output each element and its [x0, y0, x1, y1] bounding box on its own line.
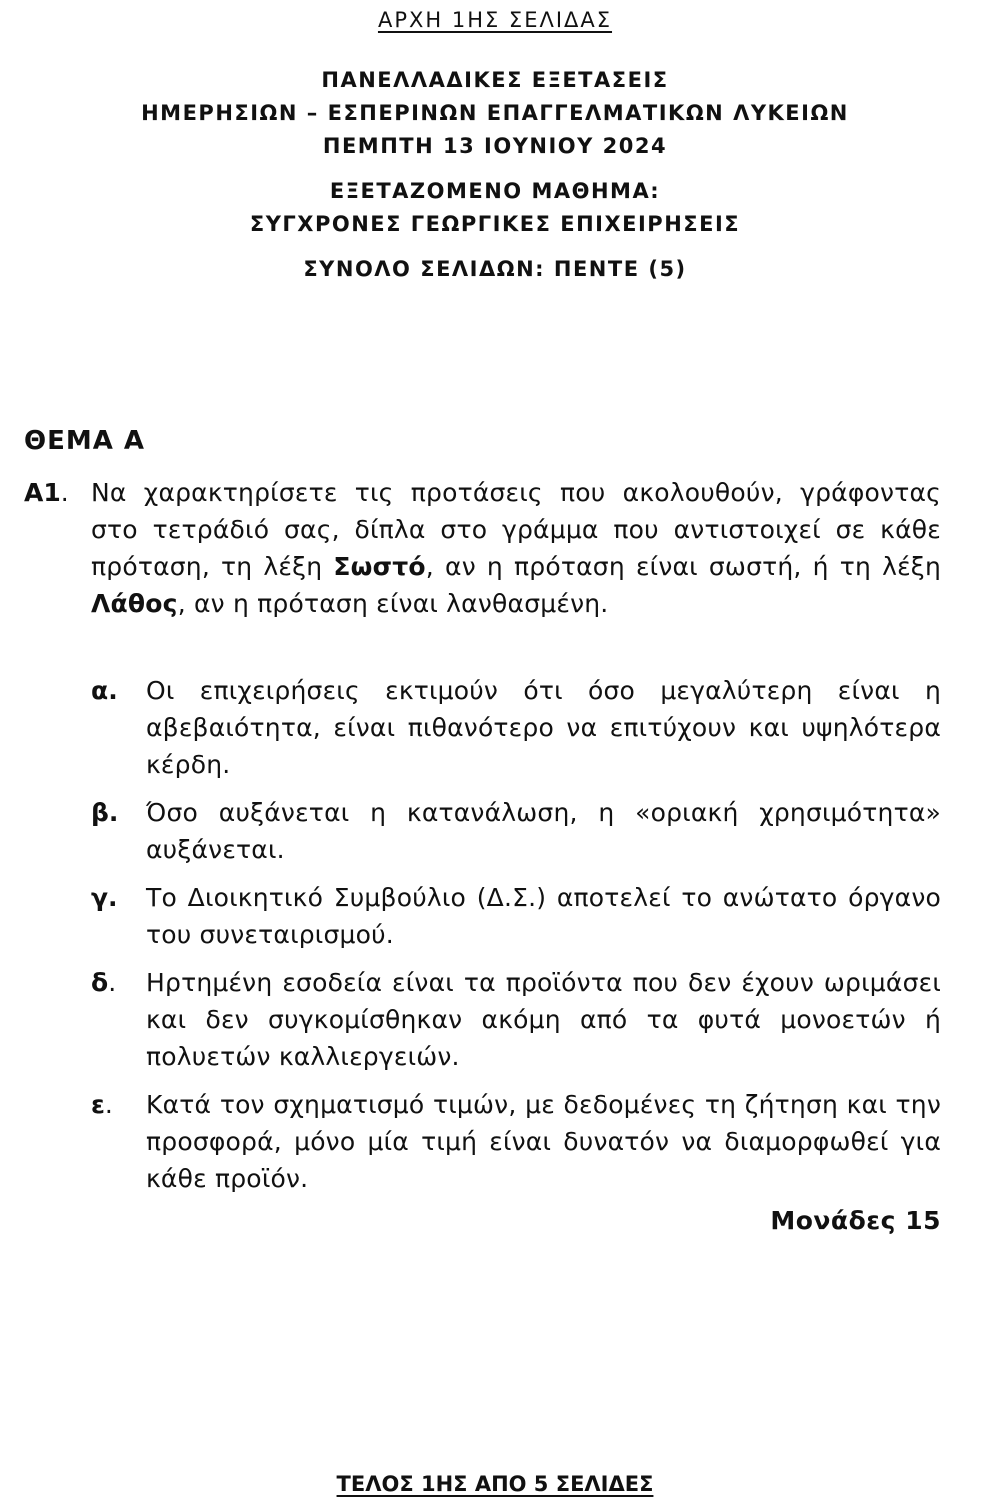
- statement-text: Κατά τον σχηματισμό τιμών, με δεδομένες τη ζήτηση και την προσφορά, μόνο μία τιμή είναι δυνατόν να διαμορφωθεί για κάθε προϊόν.: [146, 1090, 941, 1193]
- statement-letter: β.: [91, 798, 119, 827]
- score-points: Μονάδες 15: [770, 1206, 941, 1235]
- header-exam-type: ΠΑΝΕΛΛΑΔΙΚΕΣ ΕΞΕΤΑΣΕΙΣ: [321, 68, 669, 92]
- statement-text: Ηρτημένη εσοδεία είναι τα προϊόντα που δεν έχουν ωριμάσει και δεν συγκομίσθηκαν ακόμη από τα φυτά μονοετών ή πολυετών καλλιεργειών.: [146, 968, 941, 1071]
- statement-letter: γ.: [91, 883, 118, 912]
- header-subject-label: ΕΞΕΤΑΖΟΜΕΝΟ ΜΑΘΗΜΑ:: [329, 179, 661, 203]
- header-school-type: ΗΜΕΡΗΣΙΩΝ – ΕΣΠΕΡΙΝΩΝ ΕΠΑΓΓΕΛΜΑΤΙΚΩΝ ΛΥΚΕΙΩΝ: [141, 101, 849, 125]
- question-label: Α1.: [24, 478, 69, 507]
- header-subject-name: ΣΥΓΧΡΟΝΕΣ ΓΕΩΡΓΙΚΕΣ ΕΠΙΧΕΙΡΗΣΕΙΣ: [249, 212, 741, 236]
- word-correct: Σωστό: [333, 552, 426, 581]
- statement-item: [91, 794, 941, 868]
- statement-letter: δ.: [91, 968, 117, 997]
- statement-text: Όσο αυξάνεται η κατανάλωση, η «οριακή χρησιμότητα» αυξάνεται.: [146, 798, 941, 864]
- statement-item: [91, 964, 941, 1075]
- page-end-marker: ΤΕΛΟΣ 1ΗΣ ΑΠΟ 5 ΣΕΛΙΔΕΣ: [336, 1472, 654, 1496]
- statement-letter: ε.: [91, 1090, 113, 1119]
- exam-header: [0, 64, 990, 286]
- page-start-marker: ΑΡΧΗ 1ΗΣ ΣΕΛΙΔΑΣ: [377, 8, 613, 32]
- word-wrong: Λάθος: [91, 589, 178, 618]
- header-date: ΠΕΜΠΤΗ 13 ΙΟΥΝΙΟΥ 2024: [322, 134, 668, 158]
- question-instructions: Να χαρακτηρίσετε τις προτάσεις που ακολουθούν, γράφοντας στο τετράδιό σας, δίπλα στο γράμμα που αντιστοιχεί σε κάθε πρόταση, τη λέξη Σωστό, αν η πρόταση είναι σωστή, ή τη λέξη Λάθος, αν η πρόταση είναι λανθασμένη.: [91, 478, 941, 618]
- statement-list: [91, 672, 941, 1197]
- statement-text: Οι επιχειρήσεις εκτιμούν ότι όσο μεγαλύτερη είναι η αβεβαιότητα, είναι πιθανότερο να επιτύχουν και υψηλότερα κέρδη.: [146, 676, 941, 779]
- statement-item: [91, 672, 941, 783]
- statement-item: [91, 1086, 941, 1197]
- statement-item: [91, 879, 941, 953]
- theme-title: ΘΕΜΑ Α: [24, 426, 146, 456]
- statement-text: Το Διοικητικό Συμβούλιο (Δ.Σ.) αποτελεί το ανώτατο όργανο του συνεταιρισμού.: [146, 883, 941, 949]
- statement-letter: α.: [91, 676, 118, 705]
- header-page-count: ΣΥΝΟΛΟ ΣΕΛΙΔΩΝ: ΠΕΝΤΕ (5): [303, 257, 687, 281]
